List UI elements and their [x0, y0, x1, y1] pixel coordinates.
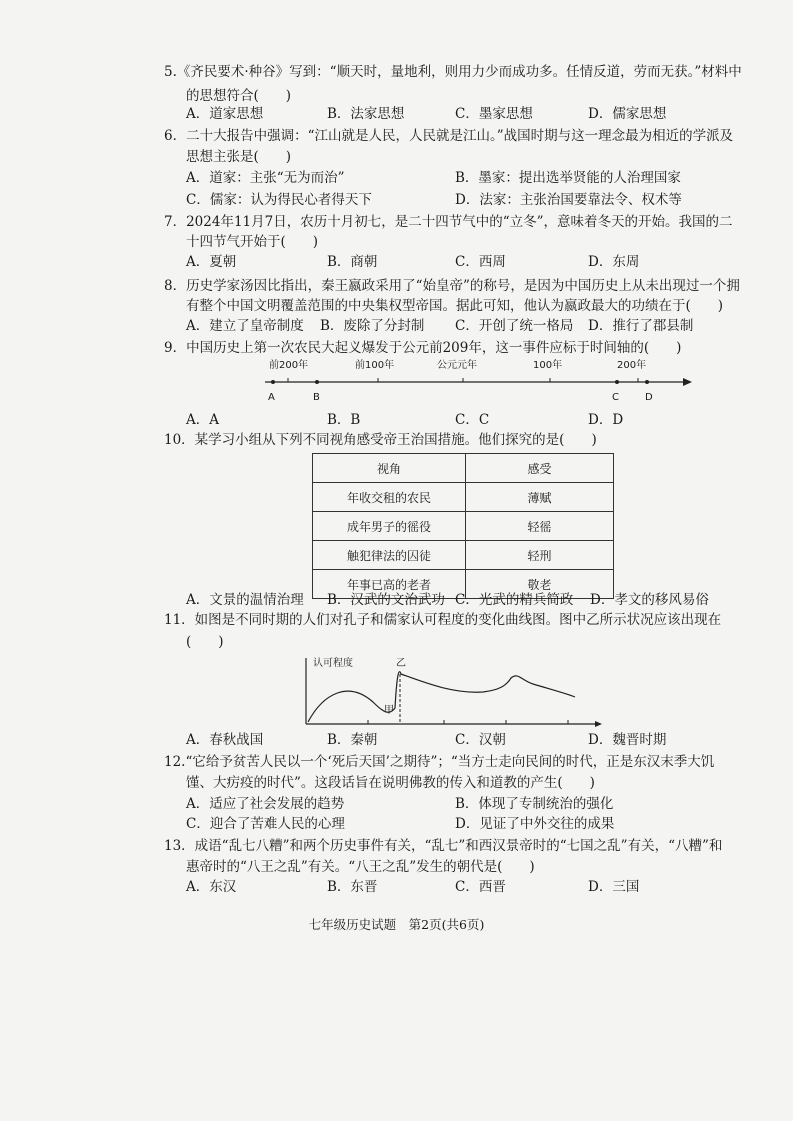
q12-option-c[interactable]: C．迎合了苦难人民的心理	[186, 816, 345, 832]
timeline-point-label-d: D	[645, 392, 653, 403]
timeline-point-c	[615, 380, 619, 384]
q5-stem-line2: 的思想符合( )	[186, 88, 292, 104]
q7-option-c[interactable]: C．西周	[455, 254, 506, 270]
q11-option-a[interactable]: A．春秋战国	[186, 732, 264, 748]
q6-option-d[interactable]: D．法家：主张治国要靠法令、权术等	[455, 192, 682, 208]
recognition-curve	[308, 672, 575, 722]
q10-option-d[interactable]: D．孝文的移风易俗	[590, 592, 709, 608]
q6-stem-line1: 6．二十大报告中强调：“江山就是人民，人民就是江山。”战国时期与这一理念最为相近的学派及	[164, 128, 734, 144]
q6-option-c[interactable]: C．儒家：认为得民心者得天下	[186, 192, 372, 208]
q7-option-a[interactable]: A．夏朝	[186, 254, 237, 270]
q12-stem-line2: 馑、大疠疫的时代”。这段话旨在说明佛教的传入和道教的产生( )	[186, 775, 595, 791]
recognition-curve-chart	[303, 652, 603, 728]
table-cell: 触犯律法的囚徒	[313, 541, 466, 570]
q13-option-c[interactable]: C．西晋	[455, 879, 506, 895]
q6-option-b[interactable]: B．墨家：提出选举贤能的人治理国家	[455, 170, 681, 186]
timeline-point-d	[645, 380, 649, 384]
table-header: 感受	[466, 454, 614, 483]
table-row	[313, 541, 614, 570]
q11-option-b[interactable]: B．秦朝	[327, 732, 378, 748]
q7-stem-line1: 7．2024年11月7日，农历十月初七，是二十四节气中的“立冬”，意味着冬天的开始。我国的二	[164, 214, 733, 230]
table-cell: 成年男子的徭役	[313, 512, 466, 541]
q9-option-b[interactable]: B．B	[327, 412, 361, 428]
q8-stem-line1: 8．历史学家汤因比指出，秦王嬴政采用了“始皇帝”的称号，是因为中国历史上从未出现过一个拥	[164, 278, 740, 294]
q13-option-b[interactable]: B．东晋	[327, 879, 378, 895]
q13-option-d[interactable]: D．三国	[588, 879, 640, 895]
q12-option-b[interactable]: B．体现了专制统治的强化	[455, 796, 614, 812]
page-footer: 七年级历史试题 第2页(共6页)	[308, 917, 485, 932]
q8-option-b[interactable]: B．废除了分封制	[320, 318, 425, 334]
timeline-point-a	[271, 380, 275, 384]
timeline-point-label-c: C	[612, 392, 619, 403]
q8-stem-line2: 有整个中国文明覆盖范围的中央集权型帝国。据此可知，他认为嬴政最大的功绩在于( )	[186, 298, 724, 314]
timeline-tick-label: 200年	[617, 360, 647, 371]
q13-stem-line1: 13．成语“乱七八糟”和两个历史事件有关，“乱七”和西汉景帝时的“七国之乱”有关，“八糟”和	[164, 838, 723, 854]
timeline-tick-label: 公元元年	[437, 360, 477, 371]
q7-stem-line2: 十四节气开始于( )	[186, 234, 319, 250]
table-cell: 年收交租的农民	[313, 483, 466, 512]
q7-option-b[interactable]: B．商朝	[327, 254, 378, 270]
q10-option-a[interactable]: A．文景的温情治理	[186, 592, 304, 608]
q5-option-c[interactable]: C．墨家思想	[455, 106, 533, 122]
chart-ylabel: 认可程度	[313, 658, 353, 669]
chart-mark-jia: 甲	[384, 705, 394, 716]
timeline-point-label-a: A	[268, 392, 275, 403]
q13-option-a[interactable]: A．东汉	[186, 879, 237, 895]
table-cell: 敬老	[466, 570, 614, 599]
q13-stem-line2: 惠帝时的“八王之乱”有关。“八王之乱”发生的朝代是( )	[186, 859, 535, 875]
table-header-row	[313, 454, 614, 483]
q5-option-a[interactable]: A．道家思想	[186, 106, 264, 122]
q12-option-d[interactable]: D．见证了中外交往的成果	[455, 816, 615, 832]
timeline-tick-label: 前100年	[355, 360, 395, 371]
timeline-point-label-b: B	[313, 392, 320, 403]
timeline-axis	[265, 352, 695, 408]
perspective-table	[312, 453, 614, 599]
table-row	[313, 512, 614, 541]
q6-option-a[interactable]: A．道家：主张“无为而治”	[186, 170, 345, 186]
q10-option-b[interactable]: B．汉武的文治武功	[327, 592, 445, 608]
q8-option-d[interactable]: D．推行了郡县制	[588, 318, 694, 334]
q8-option-a[interactable]: A．建立了皇帝制度	[186, 318, 304, 334]
q12-option-a[interactable]: A．适应了社会发展的趋势	[186, 796, 345, 812]
table-cell: 薄赋	[466, 483, 614, 512]
q11-stem-line2: ( )	[186, 634, 224, 650]
timeline-tick-label: 前200年	[269, 360, 309, 371]
q10-option-c[interactable]: C．光武的精兵简政	[455, 592, 574, 608]
q8-option-c[interactable]: C．开创了统一格局	[455, 318, 574, 334]
q5-option-d[interactable]: D．儒家思想	[588, 106, 667, 122]
table-cell: 轻刑	[466, 541, 614, 570]
q9-option-a[interactable]: A．A	[186, 412, 219, 428]
q5-stem-line1: 5.《齐民要术·种谷》写到：“顺天时，量地利，则用力少而成功多。任情反道，劳而无获。”材料中	[164, 64, 742, 80]
table-row	[313, 483, 614, 512]
q11-option-c[interactable]: C．汉朝	[455, 732, 506, 748]
q5-option-b[interactable]: B．法家思想	[327, 106, 405, 122]
chart-mark-yi: 乙	[396, 658, 406, 669]
q12-stem-line1: 12.“它给予贫苦人民以一个‘死后天国’之期待”；“当方士走向民间的时代，正是东汉末季大饥	[164, 754, 715, 770]
q9-option-d[interactable]: D．D	[588, 412, 624, 428]
table-cell: 轻徭	[466, 512, 614, 541]
table-header: 视角	[313, 454, 466, 483]
timeline-tick-label: 100年	[533, 360, 563, 371]
q9-stem: 9．中国历史上第一次农民大起义爆发于公元前209年，这一事件应标于时间轴的( )	[164, 340, 682, 356]
q11-stem-line1: 11．如图是不同时期的人们对孔子和儒家认可程度的变化曲线图。图中乙所示状况应该出现在	[164, 612, 722, 628]
q7-option-d[interactable]: D．东周	[588, 254, 640, 270]
q6-stem-line2: 思想主张是( )	[186, 149, 292, 165]
timeline-point-b	[315, 380, 319, 384]
q9-option-c[interactable]: C．C	[455, 412, 490, 428]
q10-stem: 10．某学习小组从下列不同视角感受帝王治国措施。他们探究的是( )	[164, 432, 597, 448]
table-cell: 年事已高的老者	[313, 570, 466, 599]
q11-option-d[interactable]: D．魏晋时期	[588, 732, 667, 748]
